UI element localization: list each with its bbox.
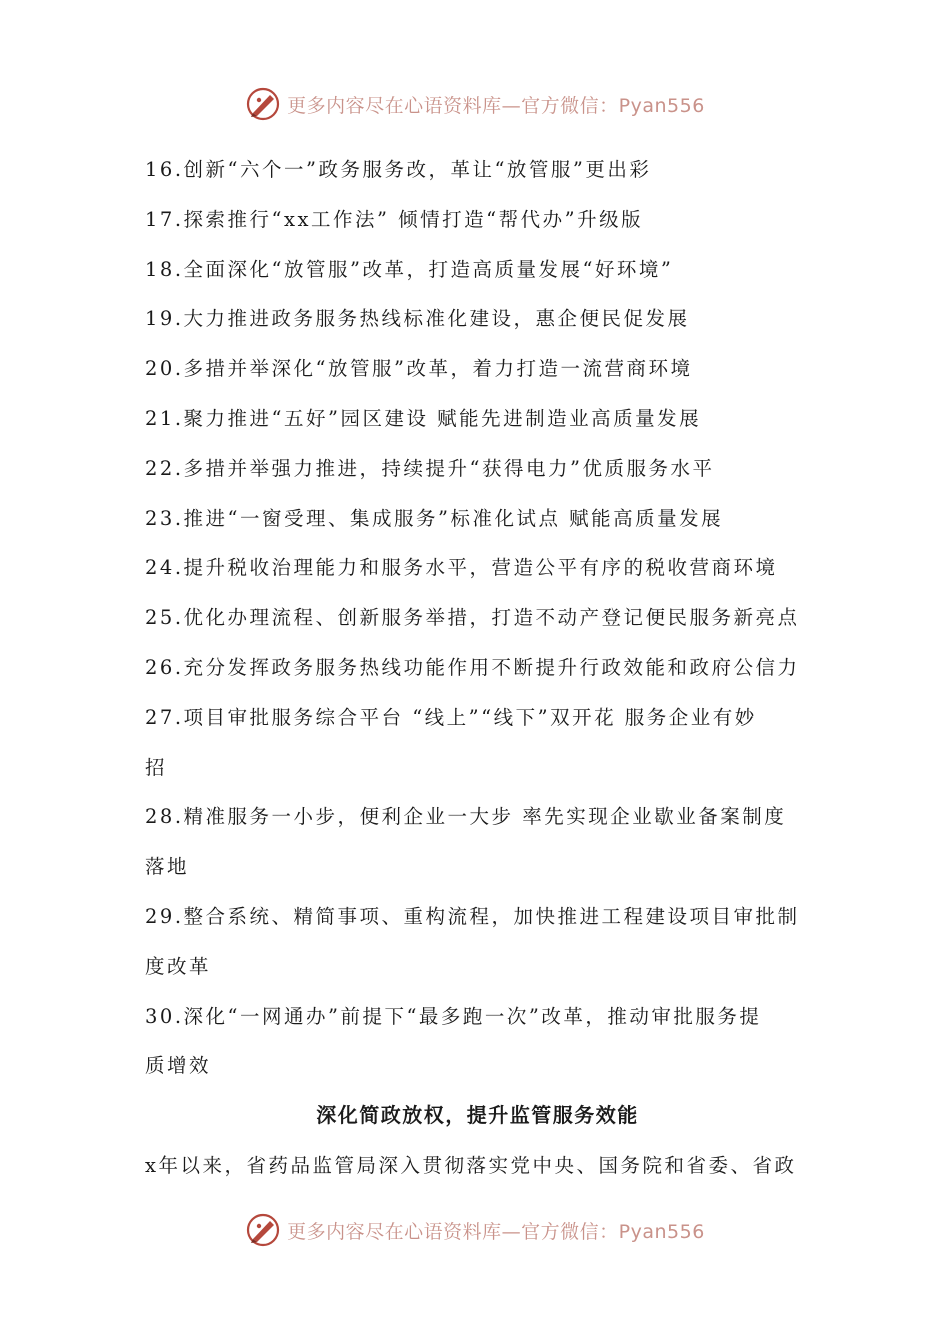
banner-text: 更多内容尽在心语资料库—官方微信：Pyan556 — [287, 94, 705, 117]
list-item: 22.多措并举强力推进，持续提升“获得电力”优质服务水平 — [145, 456, 715, 480]
list-item: 25.优化办理流程、创新服务举措，打造不动产登记便民服务新亮点 — [145, 606, 800, 630]
list-item: 27.项目审批服务综合平台 “线上”“线下”双开花 服务企业有妙 — [145, 705, 757, 729]
list-item: 29.整合系统、精简事项、重构流程，加快推进工程建设项目审批制 — [145, 904, 800, 928]
pen-logo-icon — [245, 86, 281, 122]
list-item: 18.全面深化“放管服”改革，打造高质量发展“好环境” — [145, 257, 674, 281]
section-heading: 深化简政放权，提升监管服务效能 — [316, 1103, 639, 1128]
list-item: 30.深化“一网通办”前提下“最多跑一次”改革，推动审批服务提 — [145, 1004, 762, 1028]
list-item: 28.精准服务一小步，便利企业一大步 率先实现企业歇业备案制度 — [145, 805, 787, 829]
list-item: 26.充分发挥政务服务热线功能作用不断提升行政效能和政府公信力 — [145, 655, 800, 679]
list-item-continuation: 招 — [145, 755, 168, 779]
list-item: 17.探索推行“xx工作法” 倾情打造“帮代办”升级版 — [145, 207, 644, 231]
pen-logo-icon — [245, 1212, 281, 1248]
footer-banner — [0, 1210, 950, 1250]
list-item-continuation: 落地 — [145, 855, 190, 879]
list-item-continuation: 度改革 — [145, 954, 212, 978]
banner-text: 更多内容尽在心语资料库—官方微信：Pyan556 — [287, 1220, 705, 1243]
list-item: 20.多措并举深化“放管服”改革，着力打造一流营商环境 — [145, 357, 693, 381]
list-item: 21.聚力推进“五好”园区建设 赋能先进制造业高质量发展 — [145, 406, 702, 430]
header-banner — [0, 84, 950, 124]
list-item: 24.提升税收治理能力和服务水平，营造公平有序的税收营商环境 — [145, 556, 778, 580]
document-body — [145, 145, 810, 1191]
paragraph-text: x年以来，省药品监管局深入贯彻落实党中央、国务院和省委、省政 — [145, 1153, 797, 1177]
list-item: 19.大力推进政务服务热线标准化建设，惠企便民促发展 — [145, 307, 690, 331]
list-item: 16.创新“六个一”政务服务改，革让“放管服”更出彩 — [145, 158, 652, 181]
list-item-continuation: 质增效 — [145, 1054, 212, 1078]
list-item: 23.推进“一窗受理、集成服务”标准化试点 赋能高质量发展 — [145, 506, 724, 530]
